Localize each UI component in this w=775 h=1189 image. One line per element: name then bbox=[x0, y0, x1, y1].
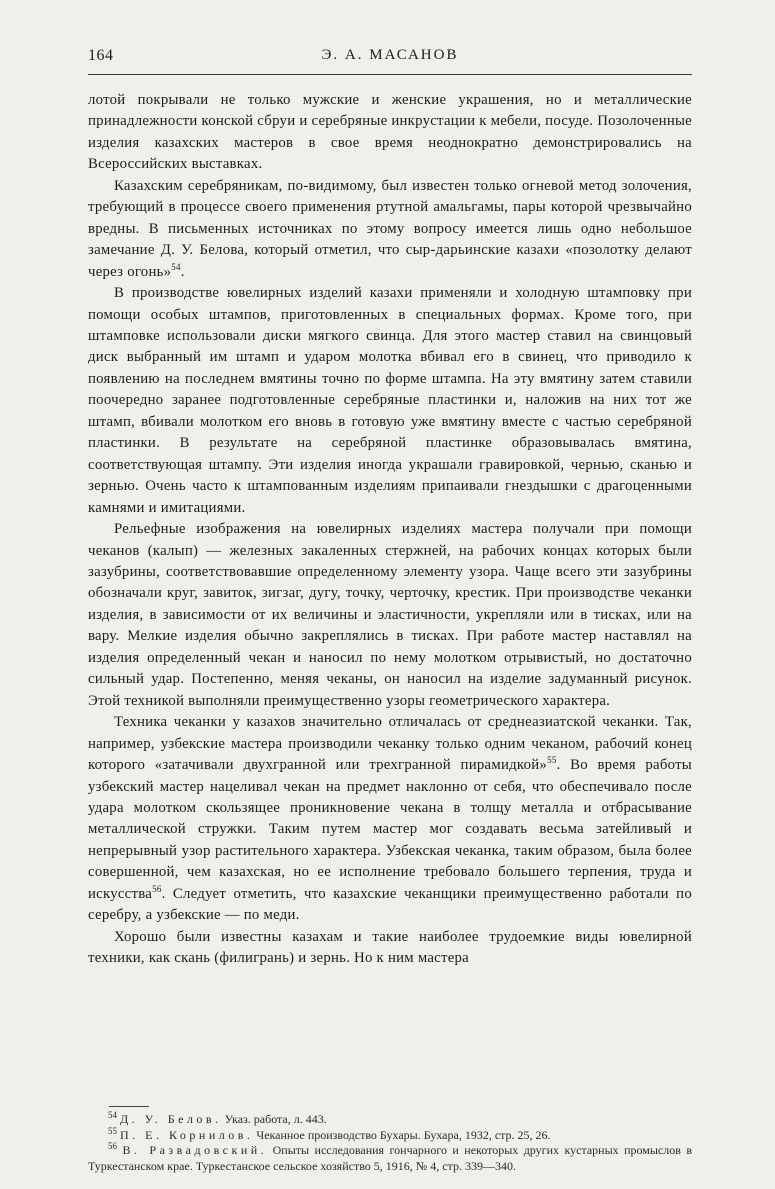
footnote-author: В. Развадовский. bbox=[122, 1143, 268, 1157]
page-header bbox=[88, 47, 692, 71]
paragraph-5 bbox=[88, 712, 692, 927]
paragraph-6: Хорошо были известны казахам и такие наиболее трудоемкие виды ювелирной техники, как скань (филигрань) и зернь. Но к ним мастера bbox=[88, 928, 692, 967]
page-number: 164 bbox=[88, 47, 114, 64]
footnote-text: Опыты исследования гончарного и некоторых других кустарных промыслов в Туркестанском крае. Туркестанское сельское хозяйство 5, 1916, № 4, стр. 339—340. bbox=[88, 1143, 693, 1173]
footnotes bbox=[88, 1112, 692, 1174]
paragraph-2 bbox=[88, 176, 692, 283]
header-rule bbox=[88, 74, 692, 75]
paragraph-5-tail: . Следует отметить, что казахские чеканщики преимущественно работали по серебру, а узбекские — по меди. bbox=[88, 885, 692, 924]
paragraph-5-text: Техника чеканки у казахов значительно отличалась от среднеазиатской чеканки. Так, например, узбекские мастера производили чеканку только одним чеканом, рабочий конец которого «затачивали двухгранной или трехгранной пирамидкой» bbox=[88, 714, 692, 774]
footnote-56 bbox=[88, 1143, 692, 1174]
paragraph-2-tail: . bbox=[180, 263, 185, 280]
footnote-ref-54: 54 bbox=[171, 261, 181, 272]
paragraph-5-middle: . Во время работы узбекский мастер нацеливал чекан на предмет наклонно от себя, что обеспечивало после удара молотком скользящее проникновение чекана в толщу металла и отбрасывание металлической стружки. Таким путем мастер мог создавать весьма затейливый и непрерывный узор растительного характера. Узбекская чеканка, таким образом, была более совершенной, чем казахская, но ее исполнение требовало большего терпения, труда и искусства bbox=[88, 757, 692, 902]
main-text bbox=[88, 90, 692, 970]
footnote-mark: 56 bbox=[108, 1141, 117, 1151]
footnote-mark: 54 bbox=[108, 1110, 117, 1120]
footnote-55 bbox=[88, 1125, 692, 1144]
paragraph-4: Рельефные изображения на ювелирных изделиях мастера получали при помощи чеканов (калып) — железных закаленных стержней, на рабочих концах которых были зазубрины, соответствовавшие определенному элементу узора. Чаще всего эти зазубрины обозначали круг, завиток, зигзаг, дугу, точку, черточку, крестик. При производстве чеканки изделия, в зависимости от их величины и эластичности, укрепляли или в тисках, или на вару. Мелкие изделия обычно закреплялись в тисках. При работе мастер наставлял на изделия определенный чекан и наносил по нему молотком отрывистый, но достаточно сильный удар. Постепенно, меняя чеканы, он наносил на изделие задуманный рисунок. Этой техникой выполняли преимущественно узоры геометрического характера. bbox=[88, 521, 692, 709]
footnote-54 bbox=[88, 1112, 692, 1128]
footnote-mark: 55 bbox=[108, 1125, 117, 1136]
footnote-ref-55: 55 bbox=[547, 755, 557, 766]
footnote-text: Чеканное производство Бухары. Бухара, 1932, стр. 25, 26. bbox=[256, 1127, 551, 1142]
paragraph-2-text: Казахским серебряникам, по-видимому, был известен только огневой метод золочения, требующий в процессе своего применения ртутной амальгамы, пары которой чрезвычайно вредны. В письменных источниках по этому вопросу имеется лишь одно небольшое замечание Д. У. Белова, который отметил, что сыр-дарьинские казахи «позолотку делают через огонь» bbox=[88, 177, 692, 280]
footnote-author: Д. У. Белов. bbox=[120, 1112, 222, 1126]
footnote-text: Указ. работа, л. 443. bbox=[224, 1112, 327, 1126]
footnote-author: П. Е. Корнилов. bbox=[120, 1127, 254, 1142]
paragraph-1: лотой покрывали не только мужские и женские украшения, но и металлические принадлежности конской сбруи и серебряные инкрустации к мебели, посуде. Позолоченные изделия казахских мастеров в свое время неоднократно демонстрировались на Всероссийских выставках. bbox=[88, 92, 692, 173]
paragraph-3: В производстве ювелирных изделий казахи применяли и холодную штамповку при помощи особых штампов, приготовленных в специальных формах. Кроме того, при штамповке использовали диски мягкого свинца. Для этого мастер ставил на свинцовый диск выбранный им штамп и ударом молотка вбивал его в свинец, что приводило к появлению на последнем вмятины точно по форме штампа. На эту вмятину затем ставили поочередно заранее подготовленные серебряные пластинки и, наложив на них тот же штамп, вбивали молотком его вновь в готовую уже вмятину вместе с частью серебряной пластинки. В результате на серебряной пластинке образовывалась вмятина, соответствующая штампу. Эти изделия иногда украшали гравировкой, чернью, сканью и зернью. Очень часто к штампованным изделиям припаивали гнездышки с драгоценными камнями и имитациями. bbox=[88, 285, 692, 516]
running-head: Э. А. МАСАНОВ bbox=[321, 47, 459, 63]
footnote-rule bbox=[109, 1106, 149, 1107]
footnote-ref-56: 56 bbox=[152, 883, 162, 894]
